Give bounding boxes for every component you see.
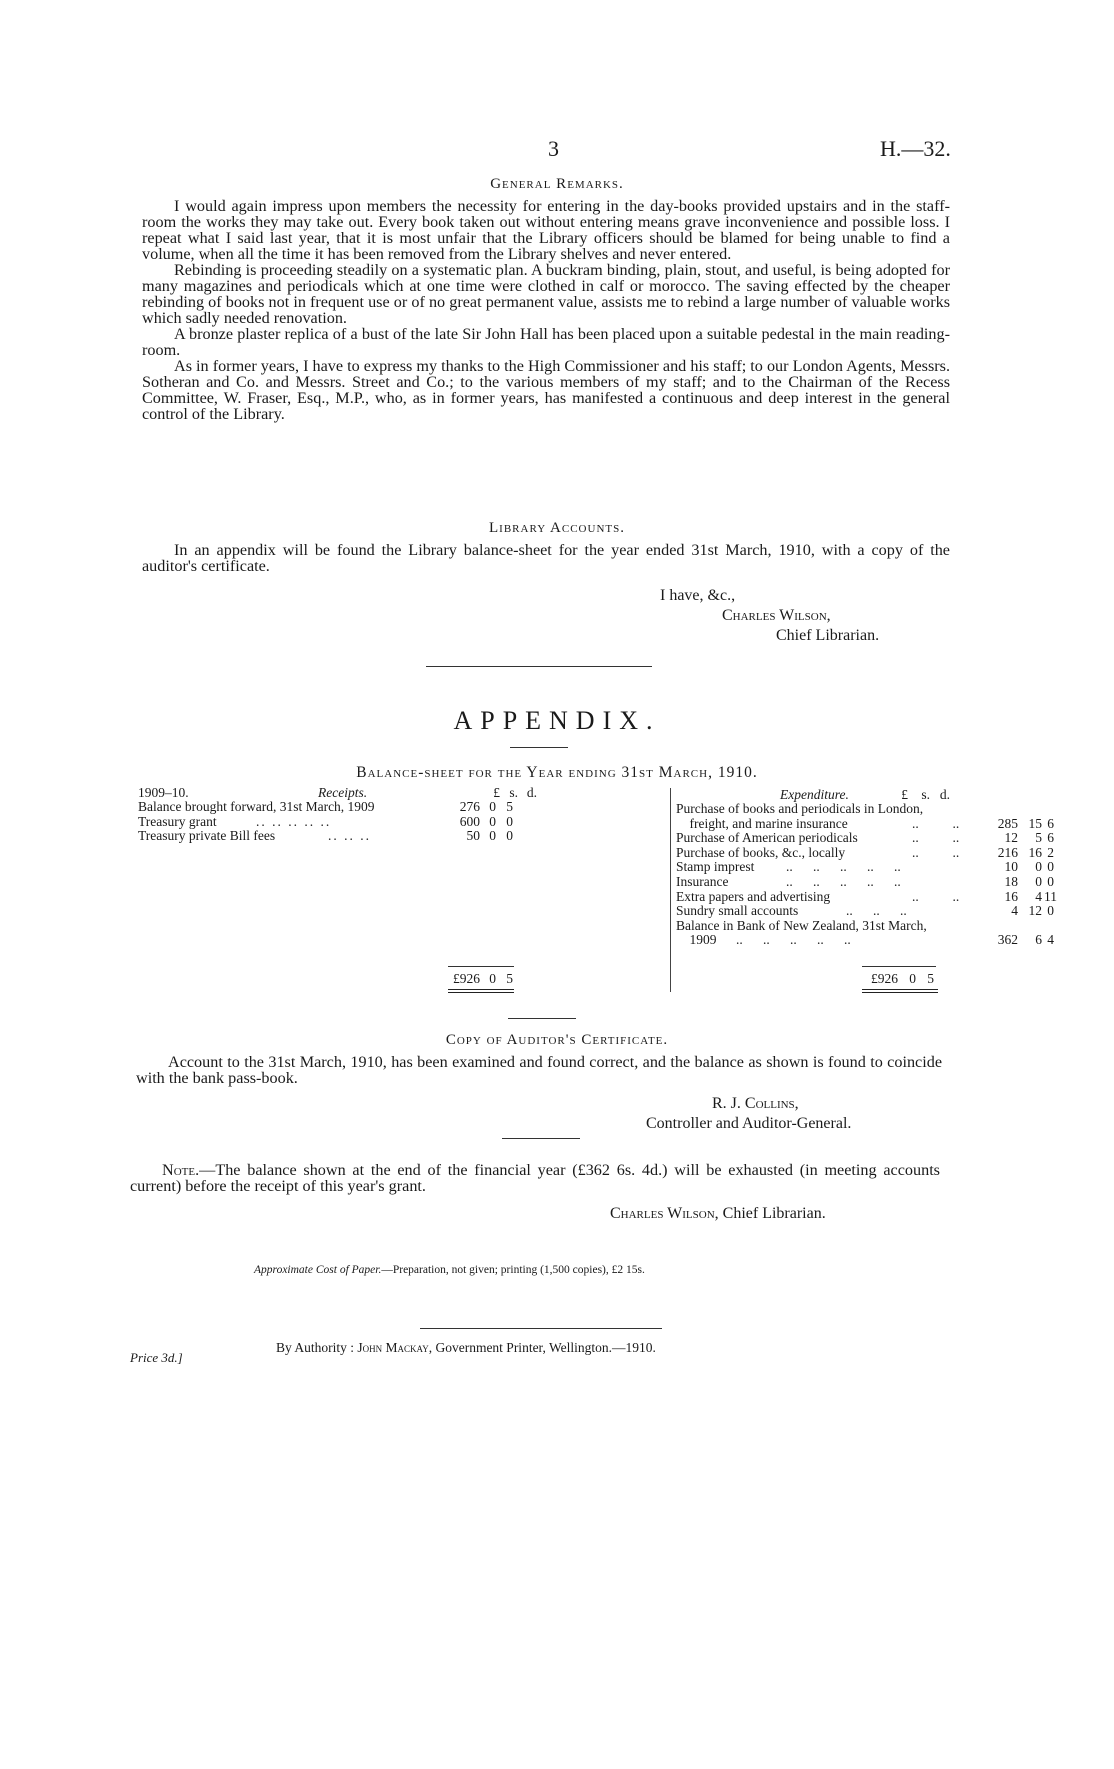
general-remarks-body [142, 198, 950, 422]
pound-col-header: £ [493, 785, 500, 800]
auditor-heading: Copy of Auditor's Certificate. [445, 1032, 669, 1048]
receipt-pounds: 50 [466, 828, 480, 844]
receipts-total-rule [448, 966, 514, 967]
signatory-title: Chief Librarian. [776, 627, 880, 644]
library-accounts-body [142, 542, 950, 574]
appendix-title: APPENDIX. [453, 706, 661, 735]
expenditure-pounds: 18 [1004, 873, 1018, 889]
pound-col-header: £ [901, 787, 908, 802]
document-reference: H.—32. [880, 136, 951, 161]
receipt-pounds: 600 [459, 813, 480, 829]
expenditure-list [676, 801, 1057, 948]
leader-dots: .. .. .. .. .. [736, 932, 851, 948]
leader-dots: .. .. [912, 830, 960, 846]
note-signature [610, 1204, 826, 1224]
auditor-signatory: R. J. Collins, [712, 1095, 799, 1112]
expenditure-pence: 6 [1047, 815, 1054, 831]
expenditure-label: freight, and marine insurance [676, 815, 848, 831]
expenditure-label: Insurance [676, 873, 729, 889]
receipt-label: Treasury grant [138, 813, 217, 829]
leader-dots: .. .. .. [846, 903, 907, 919]
general-remarks-heading: General Remarks. [490, 176, 624, 192]
expenditure-row [676, 932, 1054, 948]
cost-of-paper [254, 1264, 645, 1276]
note-signatory-title: Chief Librarian. [718, 1205, 826, 1222]
receipts-list [138, 800, 668, 844]
imprint-printer: John Mackay [357, 1340, 429, 1355]
note-text: —The balance shown at the end of the financial year (£362 6s. 4d.) will be exhausted (in meeting accounts current) before the receipt of this year's grant. [130, 1161, 940, 1195]
receipt-shillings: 0 [489, 828, 496, 844]
expenditure-row [676, 888, 1057, 905]
expenditure-pounds: 285 [997, 815, 1018, 831]
expenditure-pence: 6 [1047, 830, 1054, 846]
leader-dots: .. .. .. .. .. [786, 873, 901, 889]
expenditure-pence: 2 [1047, 844, 1054, 860]
expenditure-label: Balance in Bank of New Zealand, 31st March, [676, 917, 927, 933]
expenditure-row [676, 815, 1054, 832]
expenditure-label: Sundry small accounts [676, 903, 799, 919]
expenditure-pounds: 4 [1011, 903, 1018, 919]
paragraph: A bronze plaster replica of a bust of the late Sir John Hall has been placed upon a suitable pedestal in the main reading-room. [142, 325, 950, 359]
receipt-label: Balance brought forward, 31st March, 1909 [138, 799, 375, 814]
expenditure-row [676, 844, 1054, 861]
expenditure-pence: 11 [1044, 888, 1057, 904]
expenditure-heading: Expenditure. [780, 787, 849, 802]
expenditure-shillings: 16 [1028, 844, 1042, 860]
year-label: 1909–10. [138, 785, 189, 800]
page-number: 3 [548, 136, 559, 161]
title-underline [510, 747, 568, 748]
receipt-pence: 0 [506, 828, 513, 844]
leader-dots: .. .. [912, 844, 960, 860]
receipt-shillings: 0 [489, 813, 496, 829]
expenditure-total-rule [862, 966, 936, 967]
expenditure-double-rule [862, 989, 938, 993]
expenditure-label: Purchase of books, &c., locally [676, 844, 846, 860]
expenditure-pounds: 12 [1004, 830, 1018, 846]
expenditure-shillings: 12 [1028, 903, 1042, 919]
paragraph: I would again impress upon members the necessity for entering in the day-books provided upstairs and in the staff-room the works they may take out. Every book taken out without entering means grave inconvenience and possible loss. I repeat what I said last year, that it is most unfair that the Library officers should be blamed for being unable to find a volume, when all the time it has been removed from the Library shelves and never entered. [142, 197, 950, 263]
receipt-pence: 0 [506, 813, 513, 829]
paragraph: Rebinding is proceeding steadily on a systematic plan. A buckram binding, plain, stout, and useful, is being adopted for many magazines and periodicals which at one time were clothed in calf or morocco. The saving effected by the cheaper rebinding of books not in frequent use or of no great permanent value, assists me to rebind a large number of valuable works which sadly needed renovation. [142, 261, 950, 327]
leader-dots: .. .. .. .. .. [256, 813, 332, 829]
receipts-total-pence: 5 [506, 971, 513, 986]
expenditure-row [676, 903, 1054, 919]
imprint-rest: , Government Printer, Wellington.—1910. [428, 1340, 656, 1355]
shillings-col-header: s. [509, 785, 518, 800]
expenditure-label: Purchase of books and periodicals in London, [676, 801, 924, 816]
note-body [130, 1162, 940, 1194]
balance-sheet-table [136, 785, 1057, 1006]
receipt-pounds: 276 [459, 799, 480, 814]
receipt-pence: 5 [506, 799, 513, 814]
expenditure-shillings: 4 [1035, 888, 1042, 904]
imprint [276, 1340, 656, 1356]
expenditure-shillings: 0 [1035, 859, 1042, 875]
receipts-double-rule [448, 989, 514, 993]
closing: I have, &c., [660, 587, 736, 604]
imprint-rule [420, 1328, 662, 1329]
expenditure-total-pounds: £926 [871, 971, 898, 986]
shillings-col-header: s. [921, 787, 930, 802]
receipt-row [138, 829, 668, 844]
pence-col-header: d. [526, 785, 537, 800]
expenditure-shillings: 6 [1035, 932, 1042, 948]
expenditure-row [676, 859, 1054, 875]
library-accounts-heading: Library Accounts. [489, 520, 625, 536]
receipt-label: Treasury private Bill fees [138, 828, 276, 844]
section-divider [502, 1138, 580, 1139]
expenditure-pounds: 362 [997, 932, 1018, 948]
balance-sheet-title: Balance-sheet for the Year ending 31st March, 1910. [356, 764, 758, 781]
expenditure-row [676, 919, 976, 934]
expenditure-label: Extra papers and advertising [676, 888, 831, 904]
leader-dots: .. .. [912, 888, 960, 904]
note-signatory: Charles Wilson, [610, 1205, 719, 1222]
expenditure-shillings: 15 [1028, 815, 1042, 831]
expenditure-shillings: 5 [1035, 830, 1042, 846]
section-divider [426, 666, 652, 667]
paragraph: As in former years, I have to express my thanks to the High Commissioner and his staff; to our London Agents, Messrs. Sotheran and Co. and Messrs. Street and Co.; to the various members of my staff; and to the Chairman of the Recess Committee, W. Fraser, Esq., M.P., who, as in former years, has manifested a continuous and deep interest in the general control of the Library. [142, 357, 950, 423]
receipts-total [448, 972, 518, 987]
expenditure-label: Stamp imprest [676, 859, 755, 875]
column-divider [670, 788, 671, 992]
expenditure-label: Purchase of American periodicals [676, 830, 858, 846]
expenditure-total-pence: 5 [927, 971, 934, 986]
expenditure-pence: 0 [1047, 873, 1054, 889]
expenditure-row [676, 802, 976, 817]
leader-dots: .. .. .. [328, 828, 371, 844]
receipts-total-shillings: 0 [489, 971, 496, 986]
expenditure-label: 1909 [676, 932, 717, 948]
expenditure-pence: 0 [1047, 859, 1054, 875]
pence-col-header: d. [939, 787, 950, 802]
expenditure-row [676, 873, 1054, 890]
section-divider [508, 1018, 576, 1019]
cost-text: —Preparation, not given; printing (1,500 copies), £2 15s. [381, 1264, 645, 1276]
leader-dots: .. .. [912, 815, 960, 831]
auditor-body [136, 1054, 942, 1086]
expenditure-pence: 0 [1047, 903, 1054, 919]
paragraph: Account to the 31st March, 1910, has been examined and found correct, and the balance as shown is found to coincide with the bank pass-book. [136, 1053, 942, 1087]
expenditure-total [862, 972, 942, 987]
expenditure-pence: 4 [1047, 932, 1054, 948]
expenditure-pounds: 216 [997, 844, 1018, 860]
note-label: Note. [162, 1161, 200, 1179]
signatory-name: Charles Wilson, [722, 607, 831, 624]
price: Price 3d.] [130, 1350, 183, 1365]
receipts-total-pounds: £926 [453, 971, 480, 986]
imprint-authority: By Authority : [276, 1340, 358, 1355]
expenditure-total-shillings: 0 [909, 971, 916, 986]
expenditure-pounds: 10 [1004, 859, 1018, 875]
leader-dots: .. .. .. .. .. [786, 859, 901, 875]
receipt-shillings: 0 [489, 799, 496, 814]
receipts-heading: Receipts. [318, 785, 368, 800]
cost-label: Approximate Cost of Paper. [254, 1264, 382, 1276]
expenditure-row [676, 830, 1054, 846]
paragraph: In an appendix will be found the Library balance-sheet for the year ended 31st March, 1910, with a copy of the auditor's certificate. [142, 541, 950, 575]
expenditure-shillings: 0 [1035, 873, 1042, 889]
receipt-row [138, 800, 668, 815]
auditor-title: Controller and Auditor-General. [646, 1115, 852, 1132]
receipt-row [138, 815, 668, 830]
expenditure-pounds: 16 [1004, 888, 1018, 904]
